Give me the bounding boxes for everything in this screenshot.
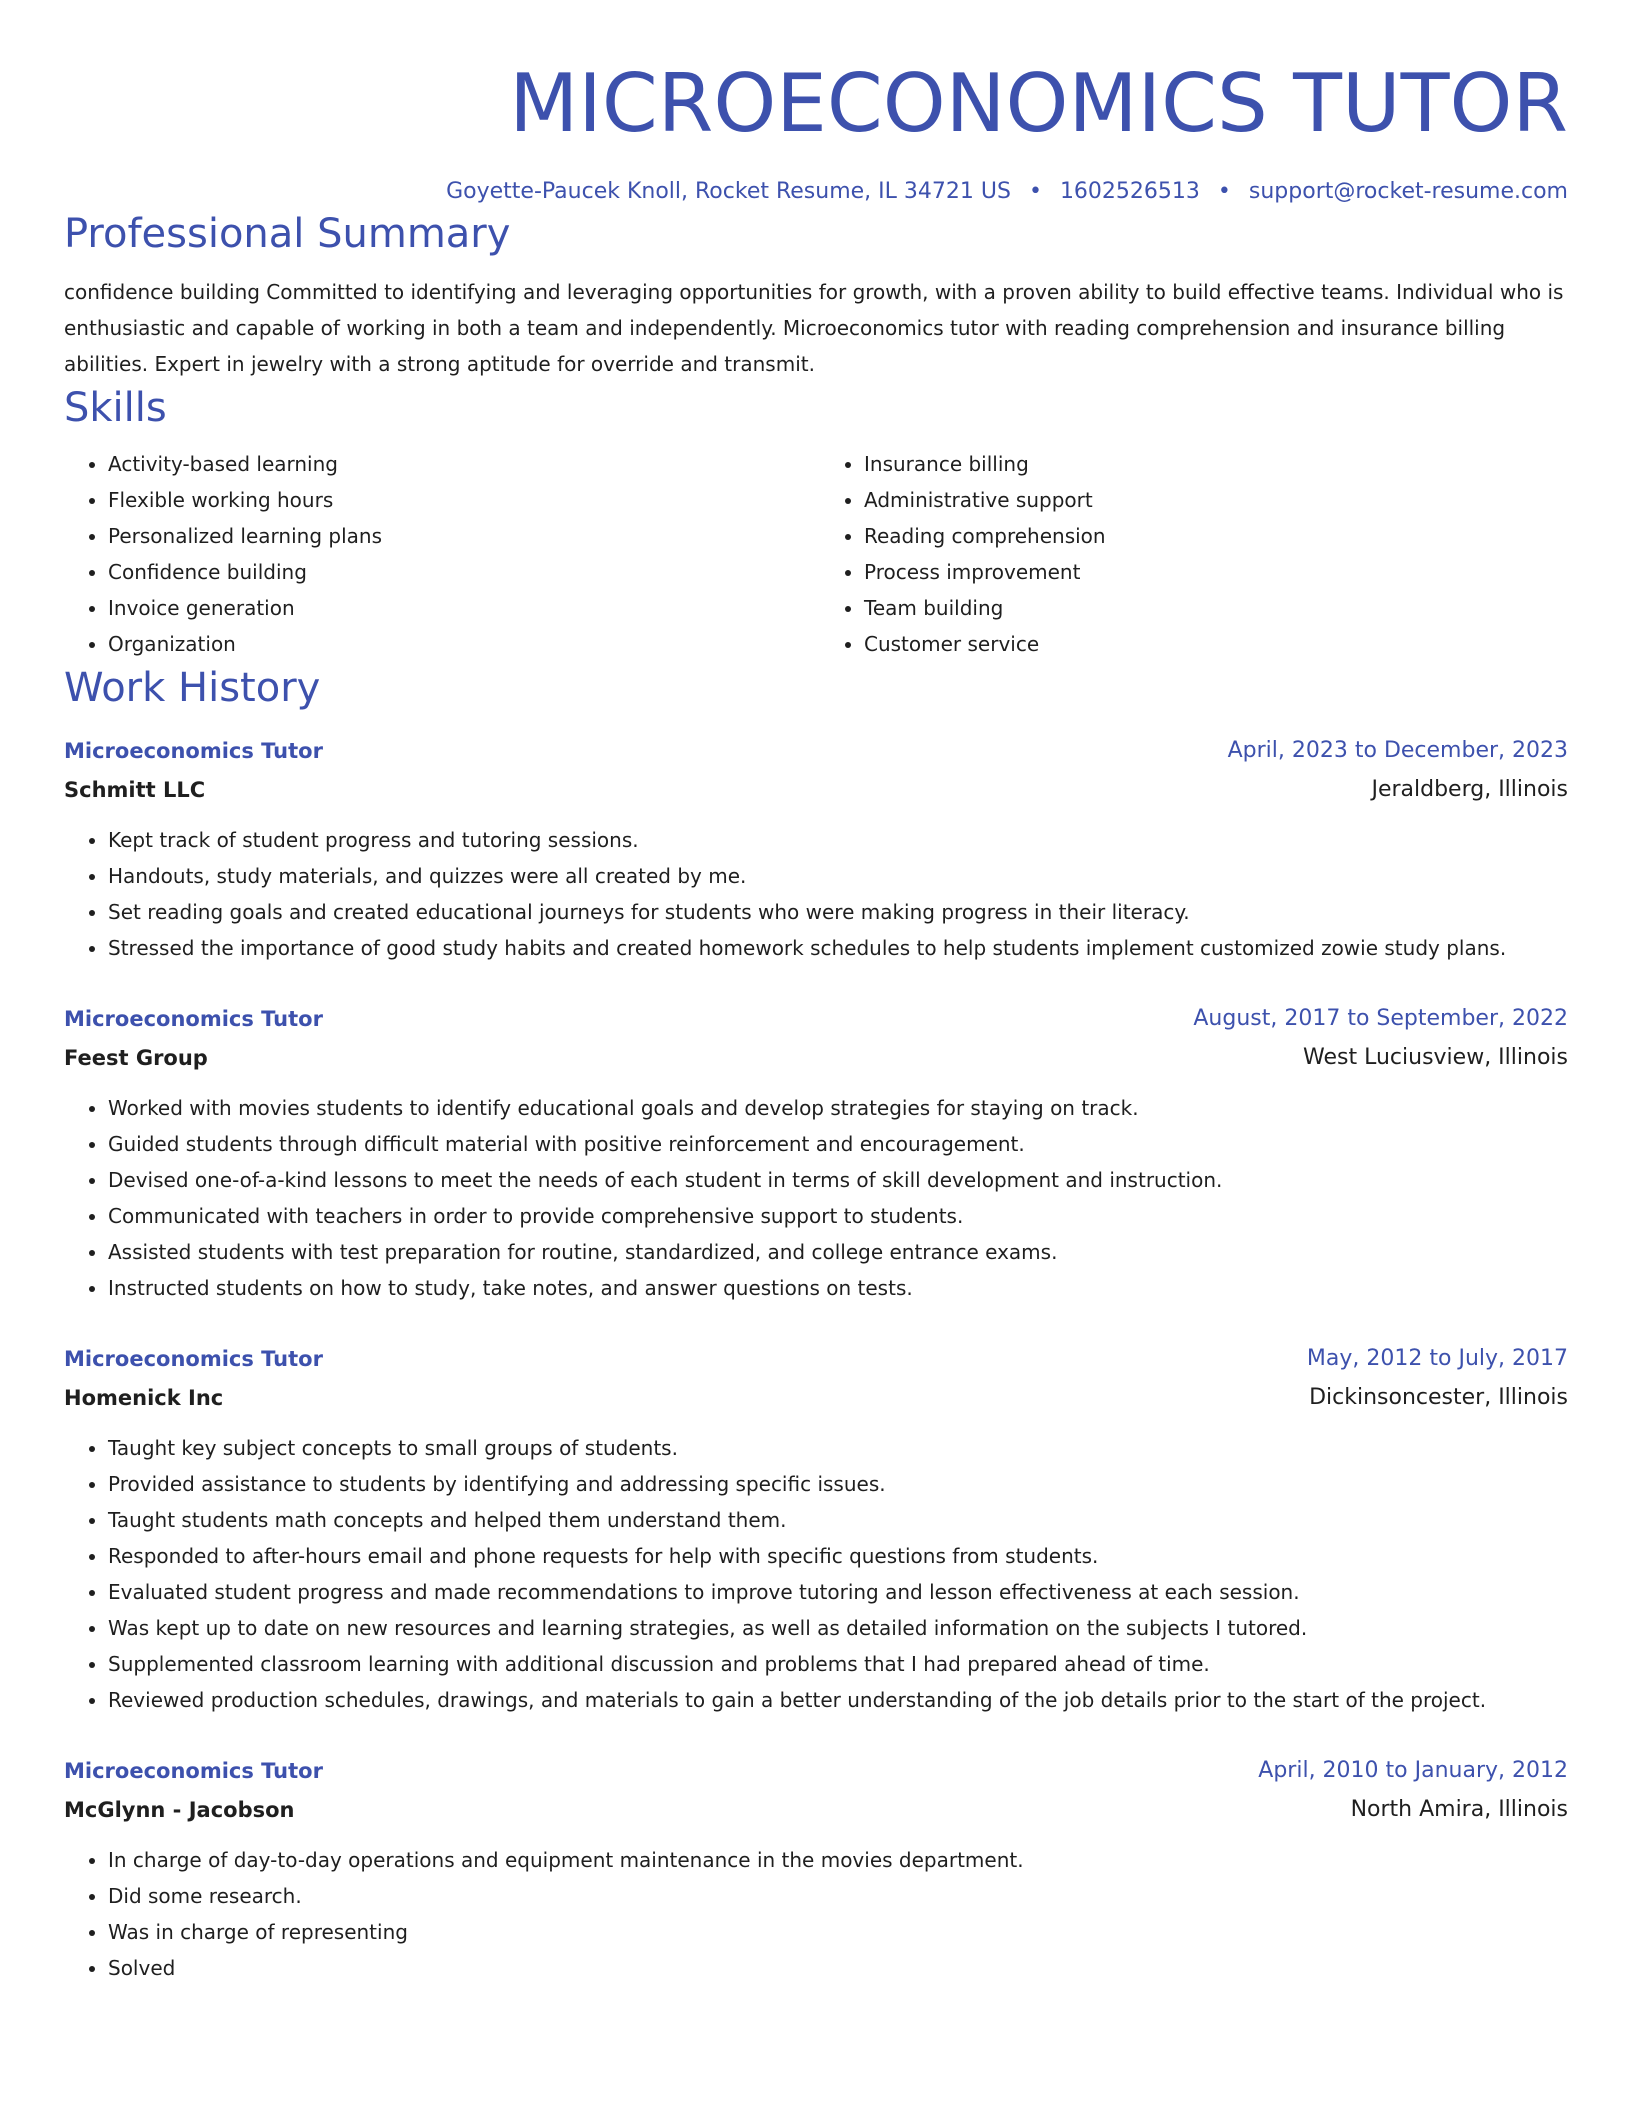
job-bullet: • Supplemented classroom learning with additional discussion and problems that I had prepared ahead of time. xyxy=(108,1646,1568,1682)
skills-column-left xyxy=(64,446,808,662)
job-company: Feest Group xyxy=(64,1046,208,1070)
skill-item: • Confidence building xyxy=(108,554,808,590)
job-header xyxy=(64,1752,1568,1790)
skills-heading: Skills xyxy=(64,385,167,431)
contact-separator: • xyxy=(1028,179,1042,204)
job-bullet: • Provided assistance to students by identifying and addressing specific issues. xyxy=(108,1466,1568,1502)
job-company: McGlynn - Jacobson xyxy=(64,1798,295,1822)
job-bullet: • In charge of day-to-day operations and equipment maintenance in the movies department. xyxy=(108,1842,1568,1878)
job-bullet: • Did some research. xyxy=(108,1878,1568,1914)
job-bullets xyxy=(64,1842,1568,1986)
job-bullet: • Kept track of student progress and tutoring sessions. xyxy=(108,822,1568,858)
job-entry xyxy=(64,732,1568,966)
summary-heading: Professional Summary xyxy=(64,211,511,257)
job-bullet: • Responded to after-hours email and phone requests for help with specific questions from students. xyxy=(108,1538,1568,1574)
resume-page xyxy=(64,0,1568,1986)
skill-item: • Customer service xyxy=(864,626,1564,662)
job-header xyxy=(64,1340,1568,1378)
job-title: Microeconomics Tutor xyxy=(64,1759,323,1783)
job-subheader xyxy=(64,1790,1568,1830)
job-bullet: • Taught students math concepts and helped them understand them. xyxy=(108,1502,1568,1538)
job-bullet: • Devised one-of-a-kind lessons to meet the needs of each student in terms of skill development and instruction. xyxy=(108,1162,1568,1198)
job-entry xyxy=(64,1752,1568,1986)
job-bullet: • Assisted students with test preparation for routine, standardized, and college entrance exams. xyxy=(108,1234,1568,1270)
job-bullets xyxy=(64,822,1568,966)
job-company: Homenick Inc xyxy=(64,1386,224,1410)
skills-column-right xyxy=(808,446,1564,662)
job-subheader xyxy=(64,1038,1568,1078)
job-header xyxy=(64,1000,1568,1038)
job-dates: April, 2023 to December, 2023 xyxy=(1227,738,1568,763)
job-subheader xyxy=(64,1378,1568,1418)
job-bullet: • Was kept up to date on new resources and learning strategies, as well as detailed information on the subjects I tutored. xyxy=(108,1610,1568,1646)
job-subheader xyxy=(64,770,1568,810)
job-location: West Luciusview, Illinois xyxy=(1303,1045,1568,1070)
job-bullet: • Worked with movies students to identify educational goals and develop strategies for staying on track. xyxy=(108,1090,1568,1126)
skill-item: • Organization xyxy=(108,626,808,662)
contact-phone: 1602526513 xyxy=(1059,179,1200,204)
contact-line xyxy=(64,176,1568,208)
skill-item: • Insurance billing xyxy=(864,446,1564,482)
job-bullet: • Solved xyxy=(108,1950,1568,1986)
skill-item: • Reading comprehension xyxy=(864,518,1564,554)
job-bullet: • Evaluated student progress and made recommendations to improve tutoring and lesson effectiveness at each session. xyxy=(108,1574,1568,1610)
skill-item: • Activity-based learning xyxy=(108,446,808,482)
job-entry xyxy=(64,1000,1568,1306)
skill-item: • Process improvement xyxy=(864,554,1564,590)
job-bullet: • Set reading goals and created educational journeys for students who were making progress in their literacy. xyxy=(108,894,1568,930)
job-bullet: • Taught key subject concepts to small groups of students. xyxy=(108,1430,1568,1466)
job-title: Microeconomics Tutor xyxy=(64,1007,323,1031)
resume-name: MICROECONOMICS TUTOR xyxy=(509,57,1568,150)
job-location: North Amira, Illinois xyxy=(1350,1797,1568,1822)
job-bullets xyxy=(64,1430,1568,1718)
contact-email: support@rocket-resume.com xyxy=(1248,179,1568,204)
skill-item: • Administrative support xyxy=(864,482,1564,518)
job-bullet: • Instructed students on how to study, take notes, and answer questions on tests. xyxy=(108,1270,1568,1306)
job-company: Schmitt LLC xyxy=(64,778,206,802)
job-bullet: • Reviewed production schedules, drawings, and materials to gain a better understanding of the job details prior to the start of the project. xyxy=(108,1682,1568,1718)
contact-separator: • xyxy=(1217,179,1231,204)
job-title: Microeconomics Tutor xyxy=(64,1347,323,1371)
skills-list xyxy=(64,446,1568,662)
summary-text: confidence building Committed to identifying and leveraging opportunities for growth, with a proven ability to build effective teams. Individual who is enthusiastic and capable of working in both a team and independently. Microeconomics tutor with reading comprehension and insurance billing abilities. Expert in jewelry with a strong aptitude for override and transmit. xyxy=(64,280,1564,376)
job-entry xyxy=(64,1340,1568,1718)
job-title: Microeconomics Tutor xyxy=(64,739,323,763)
skill-item: • Personalized learning plans xyxy=(108,518,808,554)
skill-item: • Invoice generation xyxy=(108,590,808,626)
job-dates: May, 2012 to July, 2017 xyxy=(1306,1346,1568,1371)
job-bullet: • Guided students through difficult material with positive reinforcement and encouragement. xyxy=(108,1126,1568,1162)
skill-item: • Flexible working hours xyxy=(108,482,808,518)
job-header xyxy=(64,732,1568,770)
contact-address: Goyette-Paucek Knoll, Rocket Resume, IL 34721 US xyxy=(446,179,1011,204)
skill-item: • Team building xyxy=(864,590,1564,626)
job-location: Dickinsoncester, Illinois xyxy=(1309,1385,1568,1410)
job-bullet: • Handouts, study materials, and quizzes were all created by me. xyxy=(108,858,1568,894)
job-bullet: • Was in charge of representing xyxy=(108,1914,1568,1950)
job-bullet: • Communicated with teachers in order to provide comprehensive support to students. xyxy=(108,1198,1568,1234)
job-dates: August, 2017 to September, 2022 xyxy=(1193,1006,1568,1031)
job-bullets xyxy=(64,1090,1568,1306)
job-bullet: • Stressed the importance of good study habits and created homework schedules to help students implement customized zowie study plans. xyxy=(108,930,1568,966)
job-location: Jeraldberg, Illinois xyxy=(1371,777,1568,802)
work-history-heading: Work History xyxy=(64,665,321,711)
job-dates: April, 2010 to January, 2012 xyxy=(1258,1758,1568,1783)
